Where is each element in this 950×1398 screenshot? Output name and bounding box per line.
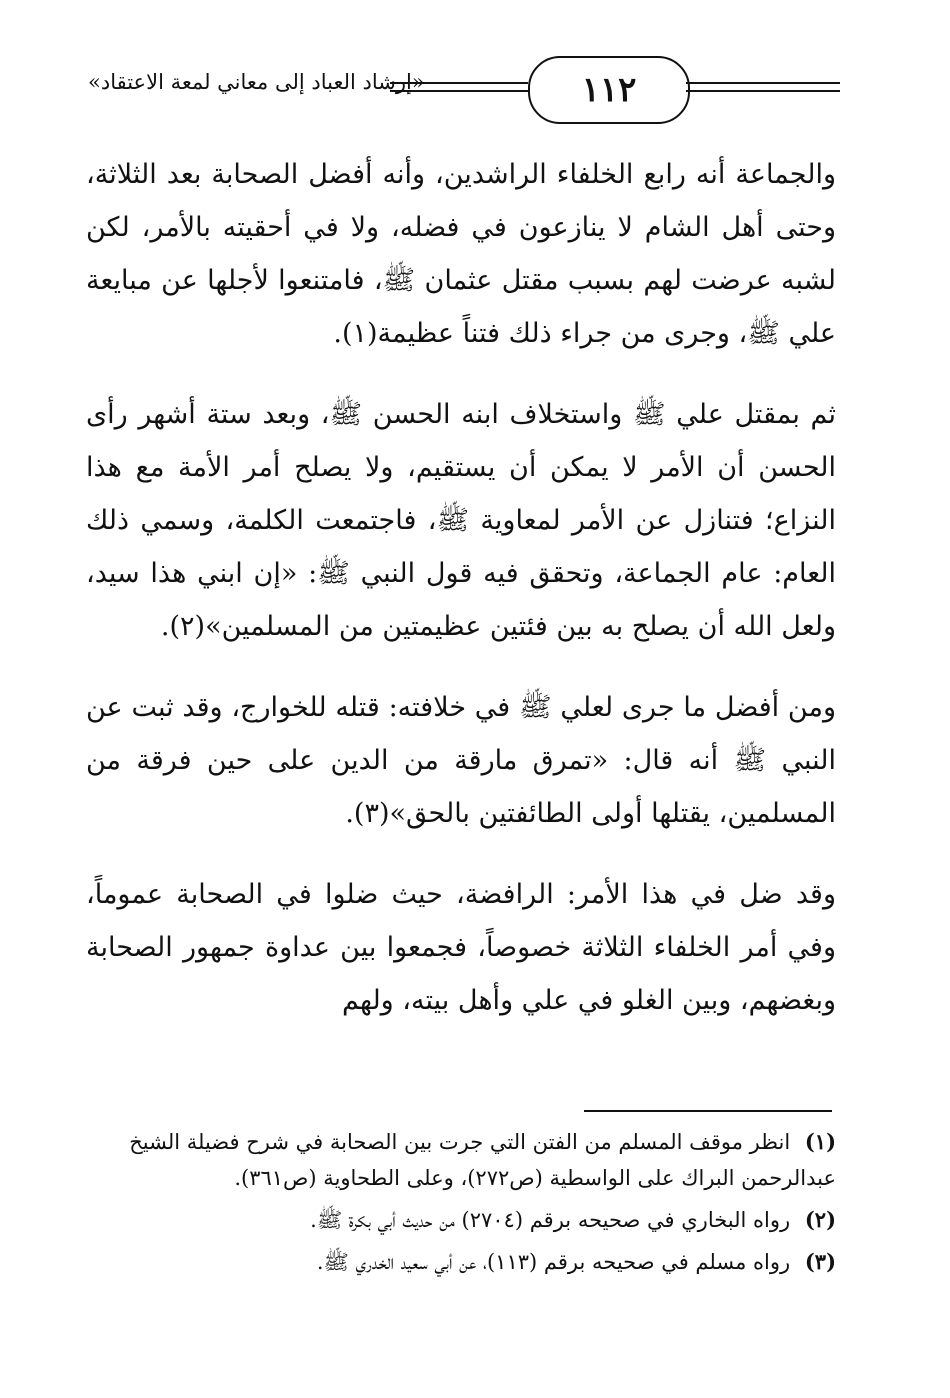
- footnote-separator: [584, 1110, 832, 1112]
- footnote-number: (١): [804, 1129, 836, 1154]
- footnote-number: (٢): [804, 1207, 836, 1232]
- footnote-text: انظر موقف المسلم من الفتن التي جرت بين الصحابة في شرح فضيلة الشيخ عبدالرحمن البراك على الواسطية (ص٢٧٢)، وعلى الطحاوية (ص٣٦١).: [129, 1130, 836, 1190]
- paragraph-text: ثم بمقتل علي ﷺ واستخلاف ابنه الحسن ﷺ، وبعد ستة أشهر رأى الحسن أن الأمر لا يمكن أن يستقيم، ولا يصلح أمر الأمة مع هذا النزاع؛ فتنازل عن الأمر لمعاوية ﷺ، فاجتمعت الكلمة، وسمي ذلك العام: عام الجماعة، وتحقق فيه قول النبي ﷺ: «إن ابني هذا سيد، ولعل الله أن يصلح به بين فئتين عظيمتين من المسلمين»(٢).: [86, 399, 836, 642]
- footnote: [86, 1124, 836, 1196]
- page-number: ١١٢: [581, 70, 637, 110]
- header-rule: [390, 90, 528, 92]
- footnote: [86, 1244, 836, 1280]
- page-header: [88, 52, 840, 132]
- footnote-text: رواه مسلم في صحيحه برقم (١١٣)، عن أبي سعيد الخدري ﷺ.: [316, 1250, 791, 1274]
- header-rule: [686, 82, 840, 84]
- paragraph-text: والجماعة أنه رابع الخلفاء الراشدين، وأنه أفضل الصحابة بعد الثلاثة، وحتى أهل الشام لا ينازعون في فضله، ولا في أحقيته بالأمر، لكن لشبه عرضت لهم بسبب مقتل عثمان ﷺ، فامتنعوا لأجلها عن مبايعة علي ﷺ، وجرى من جراء ذلك فتناً عظيمة(١).: [86, 159, 836, 349]
- paragraph: [86, 388, 836, 653]
- footnote-number: (٣): [804, 1249, 836, 1274]
- body-text: [86, 148, 836, 1055]
- page-number-badge: [528, 56, 690, 124]
- paragraph-text: وقد ضل في هذا الأمر: الرافضة، حيث ضلوا في الصحابة عموماً، وفي أمر الخلفاء الثلاثة خصوصاً، فجمعوا بين عداوة جمهور الصحابة وبغضهم، وبين الغلو في علي وأهل بيته، ولهم: [86, 879, 836, 1016]
- paragraph: [86, 868, 836, 1027]
- footnote: [86, 1202, 836, 1238]
- paragraph-text: ومن أفضل ما جرى لعلي ﷺ في خلافته: قتله للخوارج، وقد ثبت عن النبي ﷺ أنه قال: «تمرق مارقة من الدين على حين فرقة من المسلمين، يقتلها أولى الطائفتين بالحق»(٣).: [86, 692, 836, 829]
- header-rule: [686, 90, 840, 92]
- header-rule: [390, 82, 528, 84]
- paragraph: [86, 681, 836, 840]
- paragraph: [86, 148, 836, 360]
- running-title: «إرشاد العباد إلى معاني لمعة الاعتقاد»: [88, 70, 425, 94]
- footnote-text: رواه البخاري في صحيحه برقم (٢٧٠٤) من حديث أبي بكرة ﷺ.: [310, 1208, 791, 1232]
- footnotes: [86, 1124, 836, 1286]
